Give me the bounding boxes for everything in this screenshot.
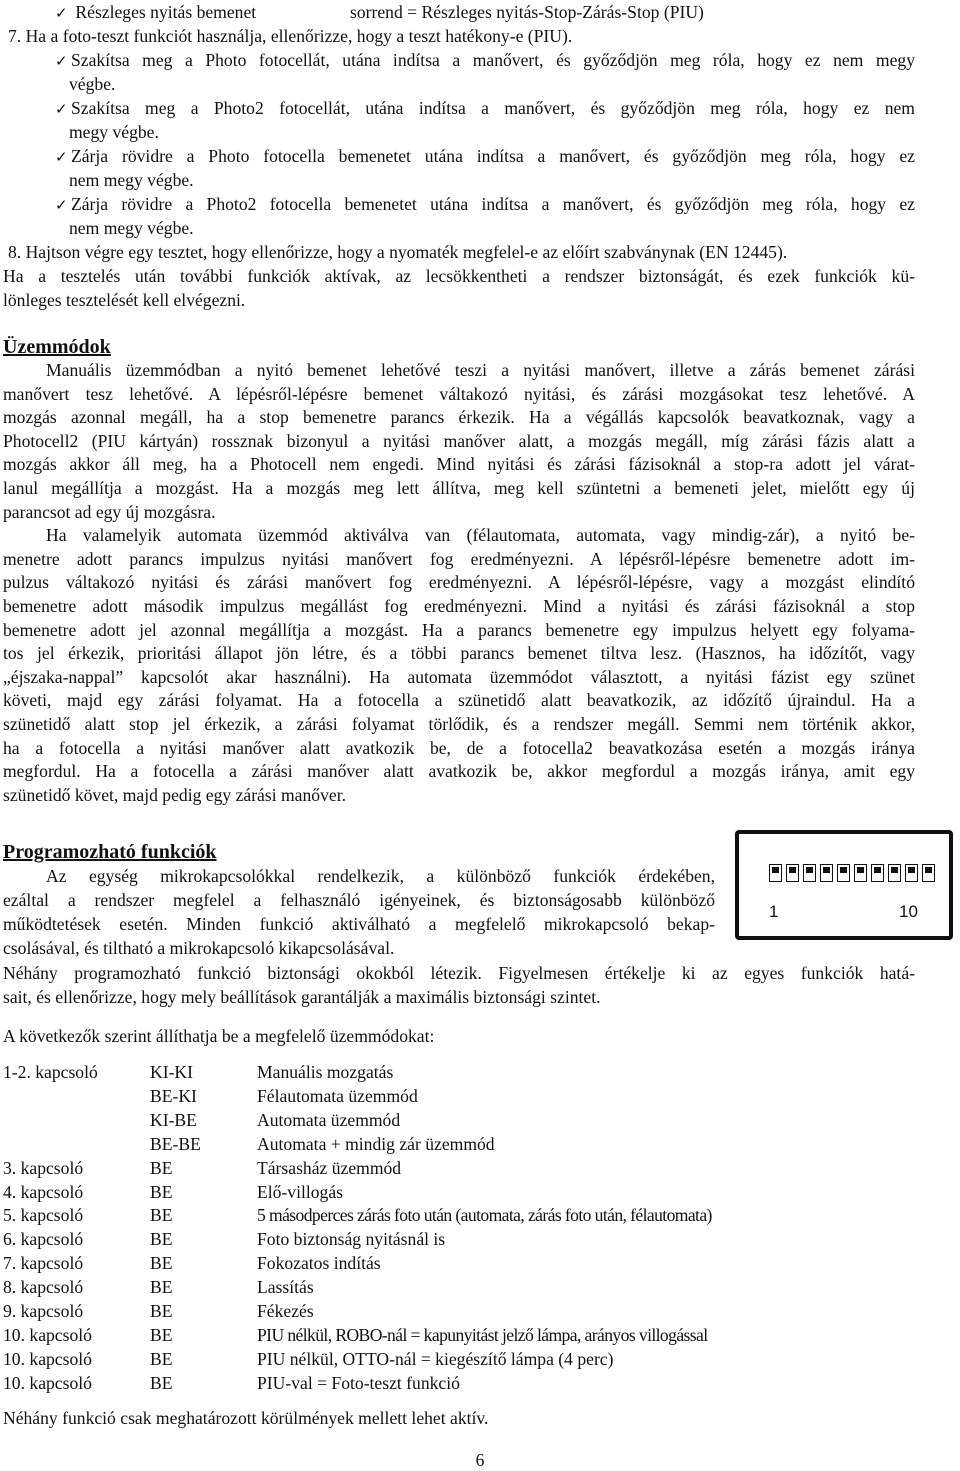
table-cell-state: KI-BE — [150, 1109, 197, 1130]
check-item-photo-cont: végbe. — [69, 74, 116, 94]
para-line: lanul megállítja a mozgást. Ha a mozgás meg lett állítva, meg kell szüntetni a bemeneti jelet, mielőtt egy új — [3, 478, 915, 498]
checkmark-icon: ✓ — [55, 54, 68, 70]
table-cell-switch: 8. kapcsoló — [3, 1277, 84, 1298]
page-number: 6 — [475, 1450, 485, 1470]
table-cell-switch: 5. kapcsoló — [3, 1205, 84, 1226]
para-line: bemenetre adott második impulzus megállást fog eredményezni. Mind a nyitási és zárási fázisoknál a stop — [3, 596, 915, 616]
table-cell-state: BE — [150, 1301, 173, 1321]
table-cell-state: BE — [150, 1348, 173, 1369]
table-cell-description: PIU nélkül, OTTO-nál = kiegészítő lámpa (4 perc) — [257, 1348, 614, 1369]
para-test-line: lönleges tesztelését kell elvégezni. — [3, 290, 246, 310]
para-line: Ha valamelyik automata üzemmód aktiválva van (félautomata, automata, vagy mindig-zár), a nyitó be- — [46, 525, 915, 546]
para-line: szünetidő alatt stop jel érkezik, a zárási folyamat törlődik, és a rendszer megáll. Semmi nem történik akkor, — [3, 714, 915, 734]
dip-switch — [769, 864, 782, 882]
section-heading-modes: Üzemmódok — [3, 336, 111, 358]
para-line: Manuális üzemmódban a nyitó bemenet lehetővé teszi a nyitási manővert, illetve a zárás bemenet zárási — [46, 360, 915, 380]
dip-switch — [888, 864, 901, 882]
table-cell-state: BE — [150, 1324, 173, 1345]
table-cell-state: BE-KI — [150, 1085, 197, 1106]
check-item-photo2: ✓ Szakítsa meg a Photo2 fotocellát, utána indítsa a manővert, és győződjön meg róla, hogy ez nem — [55, 96, 915, 120]
dip-switch — [905, 864, 918, 882]
table-cell-description: Félautomata üzemmód — [257, 1085, 418, 1106]
table-cell-description: Fékezés — [257, 1301, 314, 1321]
para-line: A következők szerint állíthatja be a megfelelő üzemmódokat: — [3, 1026, 435, 1046]
para-line: ezáltal a rendszer megfelel a felhasználó igényeinek, és biztonságosabb különböző — [3, 890, 715, 910]
dip-switch-illustration — [735, 830, 953, 940]
para-line: bemenetre adott jel azonnal megállítja a mozgást. Ha a parancs bemenetre egy impulzus helyett egy folyama- — [3, 619, 915, 640]
table-cell-description: Társasház üzemmód — [257, 1157, 402, 1178]
para-line: parancsot ad egy új mozgásra. — [3, 501, 216, 522]
list-item-7: 7. Ha a foto-teszt funkciót használja, ellenőrizze, hogy a teszt hatékony-e (PIU). — [8, 26, 573, 46]
table-cell-switch: 1-2. kapcsoló — [3, 1062, 98, 1082]
para-line: pulzus váltakozó nyitási és zárási manővert fog eredményezni. A lépésről-lépésre, vagy a mozgást elindító — [3, 572, 915, 593]
dip-switch — [922, 864, 935, 882]
table-cell-description: Elő-villogás — [257, 1181, 344, 1202]
dip-switch-row — [769, 864, 935, 882]
table-cell-description: PIU nélkül, ROBO-nál = kapunyitást jelző lámpa, arányos villogással — [257, 1324, 708, 1345]
para-line: tos jel érkezik, prioritási állapot jön létre, és a többi parancs bemenet tiltva lesz. (Hasznos, ha időzítőt, vagy — [3, 643, 915, 664]
para-line: Néhány programozható funkció biztonsági okokból létezik. Figyelmesen értékelje ki az egyes funkciók hatá- — [3, 963, 915, 983]
para-line: működtetések esetén. Minden funkció aktiválható a megfelelő mikrokapcsoló bekap- — [3, 914, 715, 934]
para-line: megfordul. Ha a fotocella a zárási manőver alatt avatkozik be, akkor megfordul a mozgás iránya, amit egy — [3, 761, 915, 782]
checkmark-icon: ✓ — [55, 198, 68, 214]
check-item-photo-short-cont: nem megy végbe. — [69, 170, 194, 190]
para-line: menetre adott parancs impulzus nyitási manővert fog eredményezni. A lépésről-lépésre bemenetre adott im- — [3, 548, 915, 569]
check-item-photo2-short-cont: nem megy végbe. — [69, 218, 194, 238]
dip-label-first: 1 — [769, 902, 779, 921]
table-cell-switch: 10. kapcsoló — [3, 1348, 92, 1369]
check-item-photo: ✓ Szakítsa meg a Photo fotocellát, utána indítsa a manővert, és győződjön meg róla, hogy ez nem megy — [55, 48, 915, 72]
list-item-8: 8. Hajtson végre egy tesztet, hogy ellenőrizze, hogy a nyomaték megfelel-e az előírt szabványnak (EN 12445). — [8, 242, 788, 262]
dip-switch — [854, 864, 867, 882]
para-line: „éjszaka-nappal” kapcsolót akar használni). Ha automata üzemmódot választott, a nyitási fázist egy szünet — [3, 666, 915, 687]
table-cell-switch: 10. kapcsoló — [3, 1324, 92, 1345]
check-item-photo2-short: ✓ Zárja rövidre a Photo2 fotocella bemenetet utána indítsa a manővert, és győződjön meg róla, hogy ez — [55, 192, 915, 216]
table-cell-description: Lassítás — [257, 1277, 314, 1298]
para-line: manővert tesz lehetővé. A lépésről-lépésre bemenet váltakozó nyitási, és zárási mozgásokat tesz lehetővé. A — [3, 383, 915, 404]
table-cell-switch: 7. kapcsoló — [3, 1253, 84, 1274]
section-heading-programmable: Programozható funkciók — [3, 841, 217, 863]
table-cell-description: Automata üzemmód — [257, 1109, 401, 1130]
table-cell-switch: 9. kapcsoló — [3, 1301, 84, 1321]
para-line: szünetidő követ, majd pedig egy zárási manőver. — [3, 784, 346, 805]
checkmark-icon: ✓ — [55, 102, 68, 118]
dip-switch — [820, 864, 833, 882]
table-cell-state: BE — [150, 1372, 173, 1393]
para-line: mozgás akkor áll meg, ha a Photocell nem engedi. Mind nyitási és zárási fázisoknál a stop-ra adott jel várat- — [3, 454, 915, 475]
para-line: csolásával, és tiltható a mikrokapcsoló kikapcsolásával. — [3, 938, 395, 958]
table-cell-description: Foto biztonság nyitásnál is — [257, 1229, 446, 1250]
table-cell-description: Fokozatos indítás — [257, 1253, 381, 1274]
para-line: követi, majd egy zárási folyamat. Ha a fotocella a szünetidő alatt beavatkozik, az időzítő újraindul. Ha a — [3, 690, 915, 711]
check-item-photo-short: ✓ Zárja rövidre a Photo fotocella bemenetet utána indítsa a manővert, és győződjön meg róla, hogy ez — [55, 144, 915, 168]
para-line: Photocell2 (PIU kártyán) rossznak bizonyul a nyitási manőver alatt, a mozgás megáll, míg zárási fázis alatt a — [3, 430, 915, 451]
table-cell-description: Manuális mozgatás — [257, 1062, 394, 1082]
para-line: Az egység mikrokapcsolókkal rendelkezik, a különböző funkciók érdekében, — [46, 866, 715, 886]
table-cell-switch: 3. kapcsoló — [3, 1157, 84, 1178]
footer-note: Néhány funkció csak meghatározott körülmények mellett lehet aktív. — [3, 1408, 489, 1428]
check-item-partial-open: ✓ Részleges nyitás bemenet sorrend = Részleges nyitás-Stop-Zárás-Stop (PIU) — [55, 0, 915, 26]
table-cell-switch: 6. kapcsoló — [3, 1229, 84, 1250]
dip-switch — [803, 864, 816, 882]
para-test-line: Ha a tesztelés után további funkciók aktívak, az lecsökkentheti a rendszer biztonságát, és ezek funkciók kü- — [3, 266, 915, 286]
dip-switch — [837, 864, 850, 882]
table-cell-state: BE — [150, 1253, 173, 1274]
para-line: sait, és ellenőrizze, hogy mely beállítások garantálják a maximális biztonsági szintet. — [3, 987, 601, 1007]
table-cell-description: 5 másodperces zárás foto után (automata, zárás foto után, félautomata) — [257, 1205, 712, 1226]
check-item-photo2-cont: megy végbe. — [69, 122, 159, 142]
table-cell-switch: 4. kapcsoló — [3, 1181, 84, 1202]
table-cell-switch: 10. kapcsoló — [3, 1372, 92, 1393]
dip-switch — [786, 864, 799, 882]
dip-label-last: 10 — [899, 902, 918, 921]
table-cell-state: BE — [150, 1157, 173, 1178]
table-cell-description: Automata + mindig zár üzemmód — [257, 1133, 495, 1154]
table-cell-description: PIU-val = Foto-teszt funkció — [257, 1372, 460, 1393]
table-cell-state: KI-KI — [150, 1062, 193, 1082]
table-cell-state: BE — [150, 1181, 173, 1202]
table-cell-state: BE-BE — [150, 1133, 201, 1154]
checkmark-icon: ✓ — [55, 150, 68, 166]
table-cell-state: BE — [150, 1229, 173, 1250]
table-cell-state: BE — [150, 1205, 173, 1226]
table-cell-state: BE — [150, 1277, 173, 1298]
checkmark-icon: ✓ — [55, 6, 68, 22]
para-line: mozgás azonnal megáll, ha a stop bemenetre parancs érkezik. Ha a végállás kapcsolók beavatkoznak, vagy a — [3, 407, 915, 428]
para-line: ha a fotocella a nyitási manőver alatt avatkozik be, de a fotocella2 beavatkozása esetén a mozgás iránya — [3, 737, 915, 758]
dip-switch — [871, 864, 884, 882]
